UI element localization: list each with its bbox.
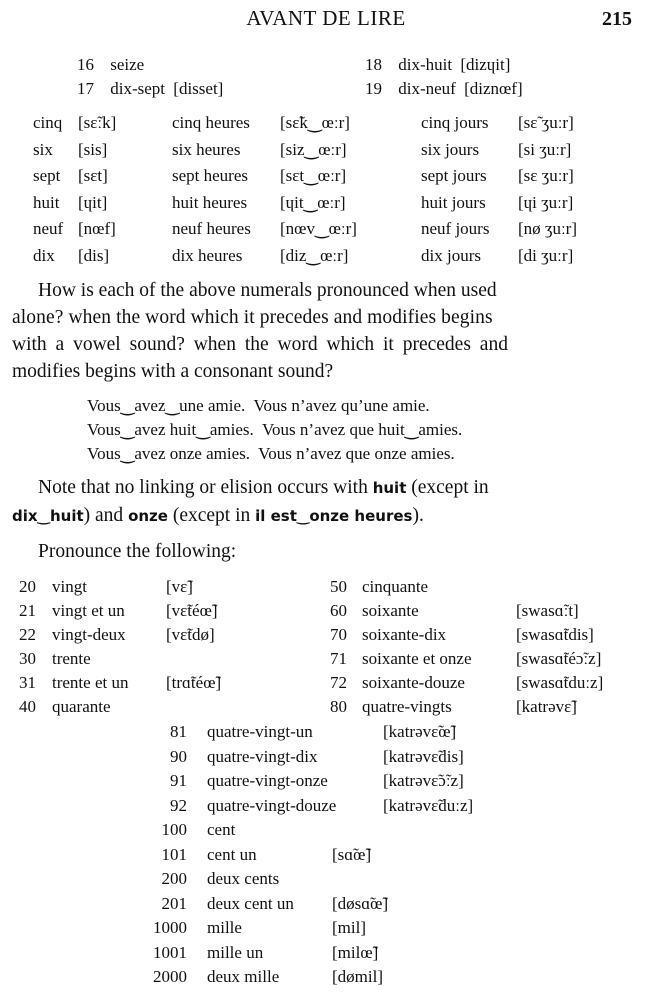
ipa-vowel: [diz‿œːr]	[280, 245, 349, 265]
word: cinquante	[362, 577, 429, 596]
number: 18	[365, 55, 382, 74]
word: deux cent un	[207, 893, 294, 913]
ipa-vowel: [nœv‿œːr]	[280, 219, 357, 238]
numeral-vowel: sept heures	[172, 166, 249, 185]
ipa-cons: [ɥi ʒuːr]	[518, 192, 574, 212]
word: soixante-douze	[362, 673, 465, 692]
ipa-cons: [si ʒuːr]	[518, 139, 572, 159]
numeral-alone: huit	[33, 192, 60, 212]
word: vingt-deux	[52, 625, 126, 644]
number: 31	[19, 673, 36, 692]
word: dix-huit	[398, 55, 453, 74]
numeral-cons: sept jours	[421, 166, 487, 185]
number: 91	[170, 771, 187, 790]
ipa: [swasɑ̃tduːz]	[516, 673, 604, 692]
note-text: (except in	[167, 505, 256, 526]
number: 30	[19, 649, 36, 668]
number: 71	[330, 649, 347, 668]
word: trente et un	[52, 673, 129, 692]
ipa: [dizɥit]	[460, 55, 511, 74]
ipa-alone: [dis]	[78, 245, 110, 265]
word: quatre-vingts	[362, 697, 452, 716]
ipa: [disset]	[173, 79, 224, 98]
paragraph-line: alone? when the word which it precedes and modifies begins	[12, 307, 493, 328]
number: 80	[330, 697, 347, 716]
numeral-cons: dix jours	[421, 245, 481, 265]
ipa: [katrəvɛ̃]	[516, 697, 577, 716]
word: deux cents	[207, 869, 280, 888]
ipa: [swasɑ̃téɔ̃ːz]	[516, 649, 602, 668]
numeral-cons: six jours	[421, 139, 480, 159]
number: 70	[330, 625, 347, 644]
number: 17	[77, 79, 94, 98]
ipa: [diznœf]	[464, 79, 523, 98]
note-text: ).	[412, 505, 424, 526]
ipa-vowel: [sɛt‿œːr]	[280, 166, 347, 185]
list-item	[70, 55, 144, 75]
note-line-1	[38, 474, 489, 502]
number: 200	[161, 869, 187, 888]
numeral-alone: cinq	[33, 113, 63, 132]
word: cent un	[207, 844, 257, 864]
ipa-alone: [sɛ̃ːk]	[78, 113, 117, 132]
ipa-vowel: [sɛ̃k‿œːr]	[280, 113, 350, 132]
ipa: [mil]	[332, 918, 366, 937]
example-line: Vous‿avez‿une amie. Vous n’avez qu’une amie.	[87, 396, 430, 415]
example-line: Vous‿avez onze amies. Vous n’avez que onze amies.	[87, 444, 455, 463]
numeral-alone: six	[33, 139, 53, 159]
word: seize	[110, 55, 145, 74]
ipa: [katrəvɛ̃ɔ̃ːz]	[383, 771, 464, 790]
ipa: [vɛ̃tdø]	[166, 625, 215, 644]
ipa: [swasɑ̃tdis]	[516, 625, 594, 644]
ipa-vowel: [ɥit‿œːr]	[280, 192, 346, 212]
word: soixante	[362, 601, 419, 620]
numeral-vowel: six heures	[172, 139, 241, 159]
ipa: [sɑ̃œ̃]	[332, 844, 372, 864]
number: 101	[161, 844, 187, 864]
ipa-alone: [ɥit]	[78, 192, 108, 212]
number: 22	[19, 625, 36, 644]
number: 50	[330, 577, 347, 596]
number: 1001	[153, 942, 187, 962]
word: quarante	[52, 697, 111, 716]
paragraph-line: with a vowel sound? when the word which it precedes and	[12, 334, 508, 355]
word: mille un	[207, 942, 264, 962]
numeral-cons: huit jours	[421, 192, 486, 212]
note-text: (except in	[406, 477, 489, 498]
word: quatre-vingt-douze	[207, 795, 337, 815]
numeral-vowel: cinq heures	[172, 113, 250, 132]
pronounce-label: Pronounce the following:	[38, 541, 237, 562]
word: quatre-vingt-dix	[207, 746, 318, 766]
ipa: [trɑ̃téœ̃]	[166, 673, 222, 692]
ipa-alone: [sis]	[78, 139, 108, 159]
number: 81	[170, 722, 187, 741]
numeral-vowel: neuf heures	[172, 219, 251, 238]
word: trente	[52, 649, 91, 668]
word: soixante et onze	[362, 649, 472, 668]
ipa-alone: [sɛt]	[78, 166, 108, 185]
ipa: [katrəvɛ̃duːz]	[383, 795, 474, 815]
paragraph-line: modifies begins with a consonant sound?	[12, 361, 334, 382]
note-term-il-est-onze-heures: il est‿onze heures	[255, 507, 413, 525]
paragraph-line: How is each of the above numerals pronounced when used	[38, 280, 497, 301]
word: dix-neuf	[398, 79, 456, 98]
list-item	[70, 79, 223, 99]
number: 1000	[153, 918, 187, 937]
number: 60	[330, 601, 347, 620]
number: 201	[161, 893, 187, 913]
ipa: [vɛ̃]	[166, 577, 193, 596]
note-term-onze: onze	[128, 507, 168, 525]
ipa: [døsɑ̃œ̃]	[332, 893, 389, 913]
note-text: ) and	[83, 505, 129, 526]
numeral-vowel: dix heures	[172, 245, 243, 265]
number: 92	[170, 795, 187, 815]
page-number: 215	[602, 8, 632, 30]
numeral-cons: neuf jours	[421, 219, 490, 238]
ipa: [vɛ̃téœ̃]	[166, 601, 218, 620]
numeral-vowel: huit heures	[172, 192, 248, 212]
word: dix-sept	[110, 79, 166, 98]
number: 40	[19, 697, 36, 716]
number: 100	[161, 820, 187, 839]
ipa-cons: [di ʒuːr]	[518, 245, 574, 265]
numeral-cons: cinq jours	[421, 113, 489, 132]
number: 20	[19, 577, 36, 596]
ipa-cons: [nø ʒuːr]	[518, 219, 578, 238]
ipa-alone: [nœf]	[78, 219, 116, 238]
note-term-dix-huit: dix‿huit	[12, 507, 84, 525]
running-header: AVANT DE LIRE	[246, 6, 406, 30]
ipa-cons: [sɛ̃ ʒuːr]	[518, 113, 574, 132]
word: vingt et un	[52, 601, 125, 620]
numeral-alone: neuf	[33, 219, 64, 238]
numeral-alone: dix	[33, 245, 55, 265]
word: deux mille	[207, 967, 280, 986]
number: 2000	[153, 967, 187, 986]
ipa: [milœ̃]	[332, 942, 379, 962]
example-line: Vous‿avez huit‿amies. Vous n’avez que huit‿amies.	[87, 420, 463, 439]
note-line-2	[12, 502, 424, 530]
word: quatre-vingt-onze	[207, 771, 328, 790]
word: quatre-vingt-un	[207, 722, 313, 741]
list-item	[358, 79, 523, 99]
ipa-vowel: [siz‿œːr]	[280, 139, 347, 159]
word: mille	[207, 918, 242, 937]
word: cent	[207, 820, 236, 839]
number: 90	[170, 746, 187, 766]
ipa: [katrəvɛ̃œ̃]	[383, 722, 457, 741]
number: 21	[19, 601, 36, 620]
ipa: [dømil]	[332, 967, 383, 986]
numeral-alone: sept	[33, 166, 61, 185]
ipa: [swasɑ̃ːt]	[516, 601, 579, 620]
number: 72	[330, 673, 347, 692]
word: soixante-dix	[362, 625, 447, 644]
number: 19	[365, 79, 382, 98]
note-text: Note that no linking or elision occurs with	[38, 477, 373, 498]
ipa-cons: [sɛ ʒuːr]	[518, 166, 574, 185]
ipa: [katrəvɛ̃dis]	[383, 746, 464, 766]
note-term-huit: huit	[372, 479, 407, 497]
number: 16	[77, 55, 94, 74]
word: vingt	[52, 577, 87, 596]
list-item	[358, 55, 510, 75]
